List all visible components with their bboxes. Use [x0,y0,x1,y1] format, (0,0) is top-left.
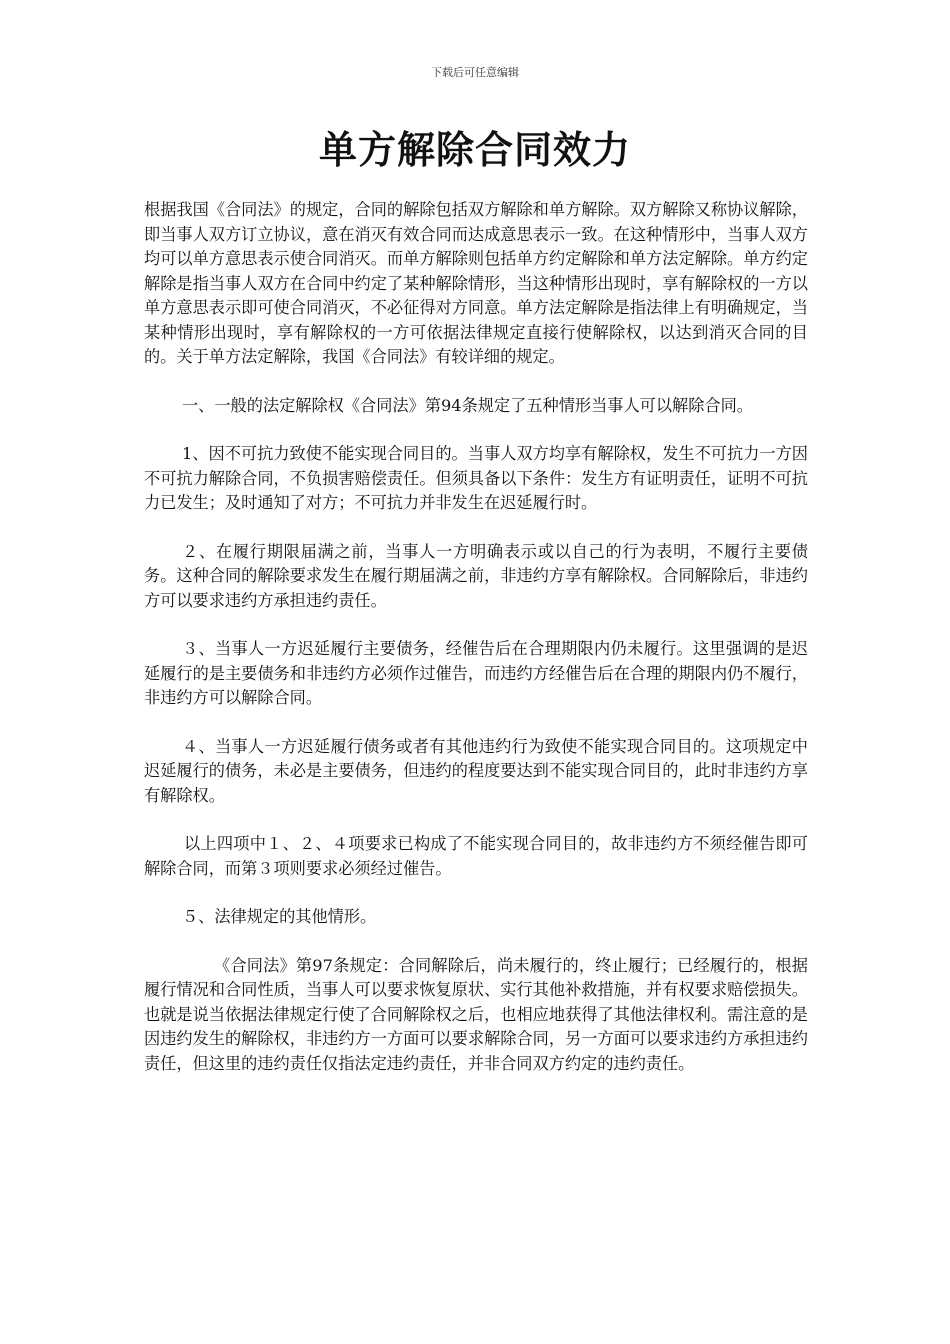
item-1-paragraph: 1、因不可抗力致使不能实现合同目的。当事人双方均享有解除权，发生不可抗力一方因不可抗力解除合同，不负损害赔偿责任。但须具备以下条件：发生方有证明责任，证明不可抗力已发生；及时通知了对方；不可抗力并非发生在迟延履行时。 [144,444,808,512]
item-3-paragraph: ３、当事人一方迟延履行主要债务，经催告后在合理期限内仍未履行。这里强调的是迟延履行的是主要债务和非违约方必须作过催告，而违约方经催告后在合理的期限内仍不履行，非违约方可以解除合同。 [144,639,808,707]
section-heading-paragraph: 一、一般的法定解除权《合同法》第94条规定了五种情形当事人可以解除合同。 [182,395,753,415]
document-title: 单方解除合同效力 [318,128,631,172]
item-5-paragraph: ５、法律规定的其他情形。 [182,907,377,926]
summary-paragraph: 以上四项中１、２、４项要求已构成了不能实现合同目的，故非违约方不须经催告即可解除合同，而第３项则要求必须经过催告。 [144,834,808,878]
header-note: 下载后可任意编辑 [431,66,519,79]
item-2-paragraph: ２、在履行期限届满之前，当事人一方明确表示或以自己的行为表明，不履行主要债务。这种合同的解除要求发生在履行期届满之前，非违约方享有解除权。合同解除后，非违约方可以要求违约方承担违约责任。 [144,541,808,610]
intro-paragraph: 根据我国《合同法》的规定，合同的解除包括双方解除和单方解除。双方解除又称协议解除，即当事人双方订立协议，意在消灭有效合同而达成意思表示一致。在这种情形中，当事人双方均可以单方意思表示使合同消灭。而单方解除则包括单方约定解除和单方法定解除。单方约定解除是指当事人双方在合同中约定了某种解除情形，当这种情形出现时，享有解除权的一方以单方意思表示即可使合同消灭，不必征得对方同意。单方法定解除是指法律上有明确规定，当某种情形出现时，享有解除权的一方可依据法律规定直接行使解除权，以达到消灭合同的目的。关于单方法定解除，我国《合同法》有较详细的规定。 [144,200,808,366]
item-4-paragraph: ４、当事人一方迟延履行债务或者有其他违约行为致使不能实现合同目的。这项规定中迟延履行的债务，未必是主要债务，但违约的程度要达到不能实现合同目的，此时非违约方享有解除权。 [144,736,808,805]
document-body [144,198,808,1100]
article-97-paragraph: 《合同法》第97条规定：合同解除后，尚未履行的，终止履行；已经履行的，根据履行情况和合同性质，当事人可以要求恢复原状、实行其他补救措施，并有权要求赔偿损失。也就是说当依据法律规定行使了合同解除权之后，也相应地获得了其他法律权利。需注意的是因违约发生的解除权，非违约方一方面可以要求解除合同，另一方面可以要求违约方承担违约责任，但这里的违约责任仅指法定违约责任，并非合同双方约定的违约责任。 [144,955,808,1073]
